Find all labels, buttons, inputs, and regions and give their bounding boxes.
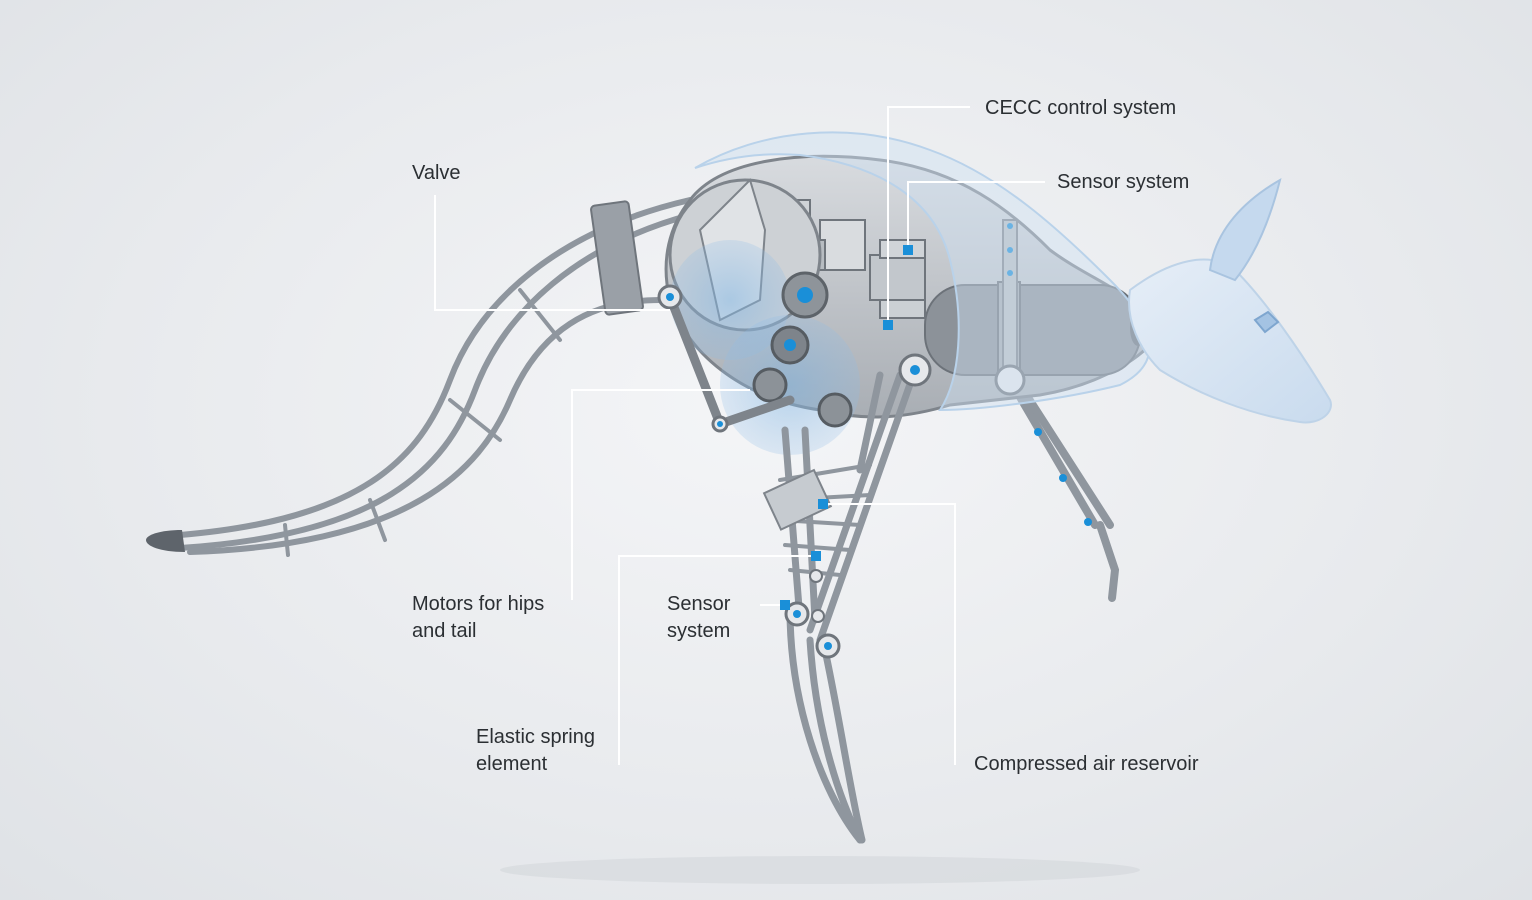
label-spring [476,724,595,778]
sensor-mid-marker-icon [780,600,790,610]
front-leg [1010,380,1115,598]
label-spring-line1: Elastic spring [476,726,595,748]
hip-joint-hub-icon [666,293,674,301]
foot-joint-hub-icon [824,642,832,650]
label-sensor-mid-line1: Sensor [667,593,731,615]
label-motors [412,591,544,645]
front-leg-joint-icon [1084,518,1092,526]
label-reservoir-text: Compressed air reservoir [974,753,1199,775]
spring-marker-icon [811,551,821,561]
leader-line-spring [619,556,816,765]
label-cecc-text: CECC control system [985,97,1177,119]
knee-joint-hub-icon [910,365,920,375]
label-sensor-mid-line2: system [667,620,731,642]
small-joint-icon [812,610,824,622]
label-cecc [985,95,1176,122]
motor-icon [754,369,786,401]
label-valve-text: Valve [412,162,461,184]
tail-tip [146,530,185,552]
gear-hub-icon [797,287,813,303]
ground-shadow [500,856,1140,884]
label-reservoir [974,751,1199,778]
label-motors-line2: and tail [412,620,477,642]
front-leg-joint-icon [1034,428,1042,436]
head [1129,260,1331,423]
sensor-top-marker-icon [903,245,913,255]
ear [1210,180,1280,280]
small-joint-icon [810,570,822,582]
label-motors-line1: Motors for hips [412,593,545,615]
cecc-marker-icon [883,320,893,330]
label-sensor-mid [667,591,730,645]
reservoir-marker-icon [818,499,828,509]
hip-joint-hub-icon [717,421,723,427]
label-valve [412,160,461,187]
motor-hub-icon [784,339,796,351]
label-sensor-top-text: Sensor system [1057,171,1190,193]
front-leg-joint-icon [1059,474,1067,482]
ankle-joint-hub-icon [793,610,801,618]
label-sensor-top [1057,169,1189,196]
label-spring-line2: element [476,753,548,775]
motor-icon [819,394,851,426]
